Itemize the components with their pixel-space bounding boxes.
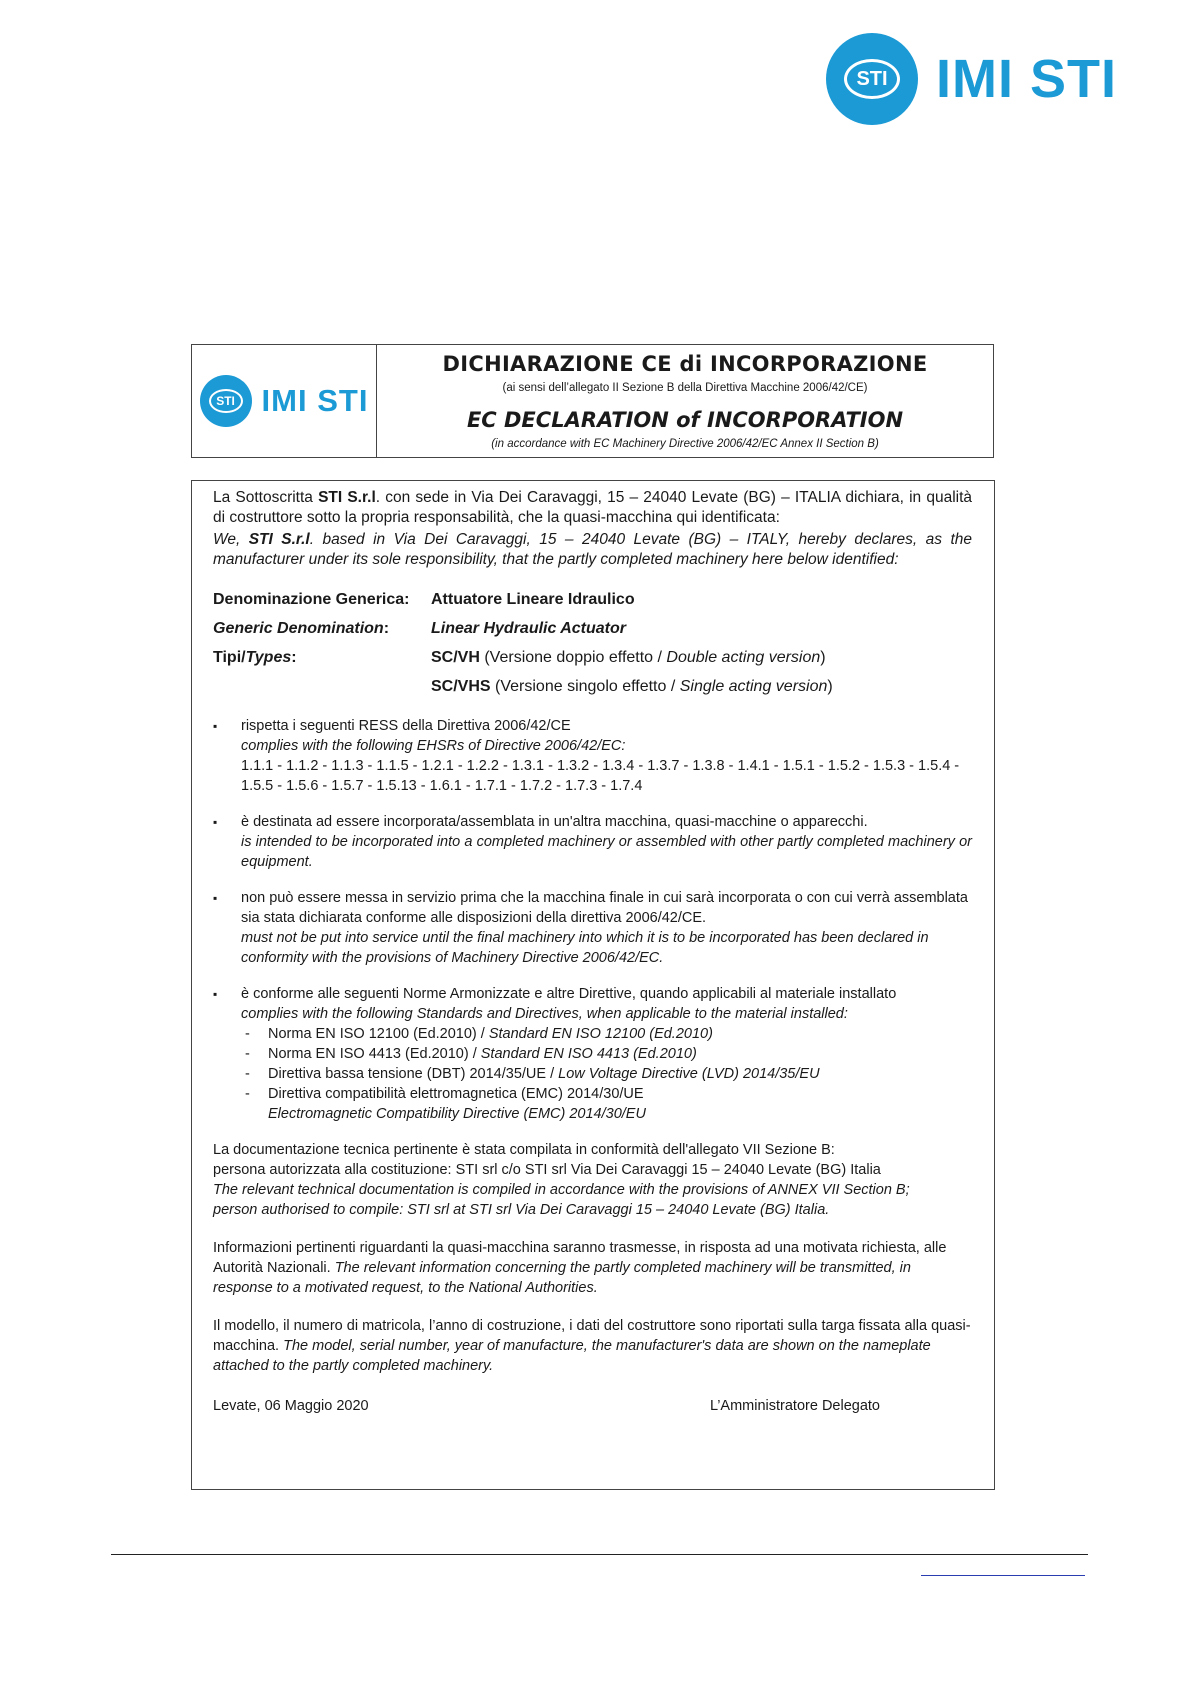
logo-wordmark: IMI STI [936,49,1117,109]
bullet-not-in-service: ▪ non può essere messa in servizio prima che la macchina finale in cui sarà incorporata o con cui verrà assemblata sia stata dichiarata conforme alle disposizioni della direttiva 2006/42/CE. must not be put into service until the final machinery into which it is to be incorporated has been declared in conformity with the provisions of Machinery Directive 2006/42/EC. [213,888,972,968]
logo-badge-text: STI [844,59,900,99]
denomination-it-row: Denominazione Generica: Attuatore Lineare Idraulico [213,591,635,608]
signatory-role: L’Amministratore Delegato [709,1398,880,1414]
subtitle-english: (in accordance with EC Machinery Directive 2006/42/EC Annex II Section B) [491,438,879,450]
types-row-2: SC/VHS (Versione singolo effetto / Single acting version) [431,678,833,695]
header-logo [192,345,377,457]
technical-documentation: La documentazione tecnica pertinente è stata compilata in conformità dell'allegato VII Sezione B: persona autorizzata alla costituzione: STI srl c/o STI srl Via Dei Caravaggi 15 – 24040 Levate (BG) Italia The relevant technical documentation is compiled in accordance with the provisions of ANNEX VII Section B; person authorised to compile: STI srl at STI srl Via Dei Caravaggi 15 – 24040 Levate (BG) Italia. [213,1142,910,1218]
logo-badge-icon [826,33,918,125]
bullet-ehsr: ▪ rispetta i seguenti RESS della Direttiva 2006/42/CE complies with the following EHSRs of Directive 2006/42/EC: 1.1.1 - 1.1.2 - 1.1.3 - 1.1.5 - 1.2.1 - 1.2.2 - 1.3.1 - 1.3.2 - 1.3.4 - 1.3.7 - 1.3.8 - 1.4.1 - 1.5.1 - 1.5.2 - 1.5.3 - 1.5.4 - 1.5.5 - 1.5.6 - 1.5.7 - 1.5.13 - 1.6.1 - 1.7.1 - 1.7.2 - 1.7.3 - 1.7.4 [213,716,972,796]
standard-item: - Norma EN ISO 4413 (Ed.2010) / Standard EN ISO 4413 (Ed.2010) [241,1044,972,1064]
subtitle-italian: (ai sensi dell’allegato II Sezione B della Direttiva Macchine 2006/42/CE) [502,382,868,394]
denomination-en-row: Generic Denomination: Linear Hydraulic Actuator [213,620,627,637]
information-paragraph: Informazioni pertinenti riguardanti la quasi-macchina saranno trasmesse, in risposta ad una motivata richiesta, alle Autorità Nazionali. The relevant information concerning the partly completed machinery will be transmitted, in response to a motivated request, to the National Authorities. [213,1240,947,1296]
header-logo-badge-icon [200,375,252,427]
declaration-header [191,344,994,458]
signature-row [213,1398,972,1414]
intro-italian: La Sottoscritta STI S.r.l. con sede in Via Dei Caravaggi, 15 – 24040 Levate (BG) – ITALIA dichiara, in qualità di costruttore sotto la propria responsabilità, che la quasi-macchina qui identificata: [213,489,973,526]
footer-divider [111,1554,1088,1555]
bullet-standards: ▪ è conforme alle seguenti Norme Armonizzate e altre Direttive, quando applicabili al materiale installato complies with the following Standards and Directives, when applicable to the material installed: - Norma EN ISO 12100 (Ed.2010) / Standard EN ISO 12100 (Ed.2010) - Norma EN ISO 4413 (Ed.2010) / Standard EN ISO 4413 (Ed.2010) - Direttiva bassa tensione (DBT) 2014/35/UE / Low Voltage Directive (LVD) 2014/35/EU - Direttiva compatibilità elettromagnetica (EMC) 2014/30/UE Electromagnetic Compatibility Directive (EMC) 2014/30/EU [213,984,972,1124]
title-italian: DICHIARAZIONE CE di INCORPORAZIONE [442,352,928,376]
header-logo-badge-text: STI [209,389,243,413]
nameplate-paragraph: Il modello, il numero di matricola, l’anno di costruzione, i dati del costruttore sono riportati sulla targa fissata alla quasi-macchina. The model, serial number, year of manufacture, the manufacturer's data are shown on the nameplate attached to the partly completed machinery. [213,1318,971,1374]
compliance-list [213,716,972,1124]
header-logo-wordmark: IMI STI [261,383,369,418]
intro-english: We, STI S.r.l. based in Via Dei Caravaggi, 15 – 24040 Levate (BG) – ITALY, hereby declares, as the manufacturer under its sole responsibility, that the partly completed machinery here below identified: [213,531,972,568]
standards-list [241,1024,972,1124]
place-date: Levate, 06 Maggio 2020 [213,1398,369,1414]
header-titles [377,345,993,457]
footer-link-underline [921,1575,1085,1576]
declaration-body [191,480,995,1490]
standard-item: - Direttiva compatibilità elettromagnetica (EMC) 2014/30/UE Electromagnetic Compatibility Directive (EMC) 2014/30/EU [241,1084,972,1124]
company-logo [826,33,1117,125]
standard-item: - Norma EN ISO 12100 (Ed.2010) / Standard EN ISO 12100 (Ed.2010) [241,1024,972,1044]
standard-item: - Direttiva bassa tensione (DBT) 2014/35/UE / Low Voltage Directive (LVD) 2014/35/EU [241,1064,972,1084]
machine-definition [213,590,972,697]
types-row: Tipi/Types: SC/VH (Versione doppio effetto / Double acting version) [213,649,826,666]
bullet-intended-use: ▪ è destinata ad essere incorporata/assemblata in un'altra macchina, quasi-macchine o apparecchi. is intended to be incorporated into a completed machinery or assembled with other partly completed machinery or equipment. [213,812,972,872]
title-english: EC DECLARATION of INCORPORATION [466,408,904,432]
